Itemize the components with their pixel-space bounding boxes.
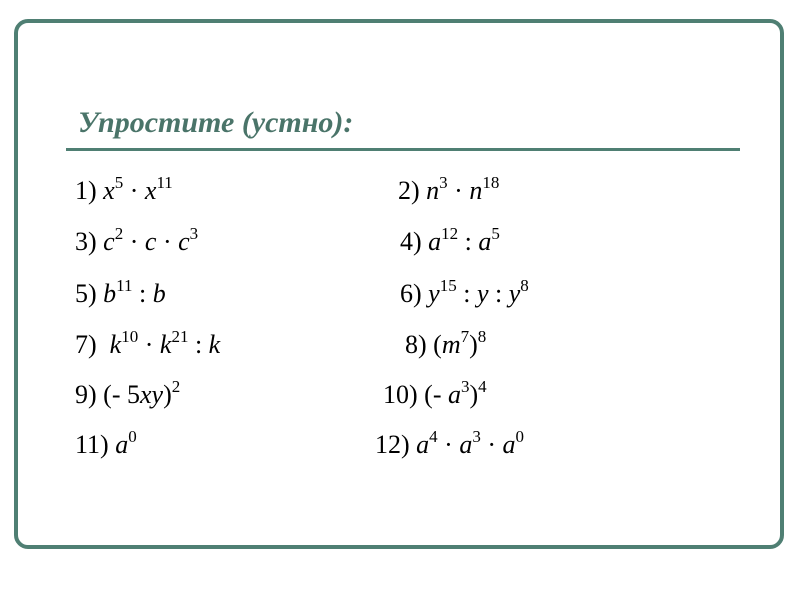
exercise-number: 1) xyxy=(75,176,104,205)
exponent: 10 xyxy=(121,327,139,346)
operator: · xyxy=(123,227,145,256)
exercise-expression xyxy=(103,224,199,256)
operator: · xyxy=(156,227,179,256)
exponent: 3 xyxy=(472,427,481,446)
operator: : xyxy=(188,330,209,359)
variable: a xyxy=(478,227,492,256)
exercise-7 xyxy=(75,327,221,360)
exercise-number: 11) xyxy=(75,430,116,459)
variable: c xyxy=(144,227,157,256)
exercise-number: 8) xyxy=(405,330,434,359)
exercise-3 xyxy=(75,224,199,257)
exercise-expression xyxy=(428,276,529,308)
exercise-2 xyxy=(398,173,500,206)
variable: k xyxy=(208,330,221,359)
exponent: 5 xyxy=(491,224,500,243)
variable: n xyxy=(469,176,483,205)
variable: c xyxy=(103,227,115,256)
exercise-4 xyxy=(400,224,500,257)
exponent: 5 xyxy=(114,173,124,192)
exercise-expression xyxy=(433,327,487,359)
operator: ( xyxy=(433,330,442,359)
exponent: 8 xyxy=(520,276,529,295)
operator: : xyxy=(456,279,477,308)
variable: a xyxy=(502,430,516,459)
exercise-number: 7) xyxy=(75,330,104,359)
exercise-expression xyxy=(103,276,166,308)
title-underline xyxy=(66,148,740,151)
variable: b xyxy=(152,279,166,308)
exercise-number: 6) xyxy=(400,279,429,308)
exponent: 12 xyxy=(441,224,459,243)
exercise-5 xyxy=(75,276,166,309)
exponent: 3 xyxy=(439,173,448,192)
operator: · xyxy=(138,330,160,359)
exercise-8 xyxy=(405,327,487,360)
exponent: 0 xyxy=(128,427,137,446)
variable: a xyxy=(448,380,461,409)
variable: c xyxy=(178,227,190,256)
slide-title: Упростите (устно): xyxy=(78,106,354,139)
exponent: 11 xyxy=(156,173,173,192)
variable: b xyxy=(103,279,117,308)
operator: ) xyxy=(469,380,479,409)
exercise-number: 3) xyxy=(75,227,104,256)
exercise-expression xyxy=(103,377,181,409)
variable: x xyxy=(103,176,115,205)
operator: : xyxy=(132,279,153,308)
exercise-expression xyxy=(428,224,500,256)
exponent: 4 xyxy=(478,377,487,396)
exercise-12 xyxy=(375,427,525,460)
variable: a xyxy=(459,430,473,459)
exercise-9 xyxy=(75,377,181,410)
operator: (- xyxy=(424,380,448,409)
operator: · xyxy=(123,176,145,205)
exercise-number: 5) xyxy=(75,279,104,308)
exercise-expression xyxy=(103,327,221,359)
operator: · xyxy=(437,430,460,459)
exponent: 4 xyxy=(429,427,438,446)
variable: y xyxy=(508,279,521,308)
operator: · xyxy=(447,176,470,205)
variable: x xyxy=(144,176,157,205)
variable: a xyxy=(115,430,129,459)
variable: a xyxy=(428,227,442,256)
operator: : xyxy=(488,279,509,308)
exercise-1 xyxy=(75,173,173,206)
exponent: 18 xyxy=(482,173,500,192)
exponent: 11 xyxy=(116,276,133,295)
exponent: 7 xyxy=(460,327,470,346)
exponent: 3 xyxy=(189,224,199,243)
exponent: 8 xyxy=(477,327,487,346)
exercise-expression xyxy=(416,427,525,459)
operator: ) xyxy=(469,330,478,359)
exercise-6 xyxy=(400,276,529,309)
exercise-number: 2) xyxy=(398,176,427,205)
exponent: 3 xyxy=(461,377,470,396)
variable: m xyxy=(441,330,461,359)
exercise-10 xyxy=(383,377,487,410)
exercise-expression xyxy=(103,173,173,205)
exponent: 2 xyxy=(171,377,181,396)
exercise-number: 10) xyxy=(383,380,425,409)
operator: ) xyxy=(163,380,172,409)
variable: y xyxy=(428,279,440,308)
exercise-expression xyxy=(424,377,487,409)
exercise-expression xyxy=(426,173,500,205)
variable: k xyxy=(109,330,122,359)
exponent: 21 xyxy=(171,327,189,346)
variable: n xyxy=(426,176,440,205)
exponent: 2 xyxy=(114,224,124,243)
variable: y xyxy=(476,279,489,308)
variable: a xyxy=(416,430,430,459)
exercise-number: 4) xyxy=(400,227,429,256)
exercise-number: 9) xyxy=(75,380,104,409)
exercise-11 xyxy=(75,427,137,460)
exercise-number: 12) xyxy=(375,430,417,459)
exponent: 15 xyxy=(439,276,457,295)
exercise-expression xyxy=(115,427,137,459)
operator: · xyxy=(480,430,503,459)
exponent: 0 xyxy=(515,427,525,446)
variable: xy xyxy=(140,380,164,409)
operator: (- 5 xyxy=(103,380,140,409)
operator: : xyxy=(458,227,479,256)
variable: k xyxy=(159,330,172,359)
